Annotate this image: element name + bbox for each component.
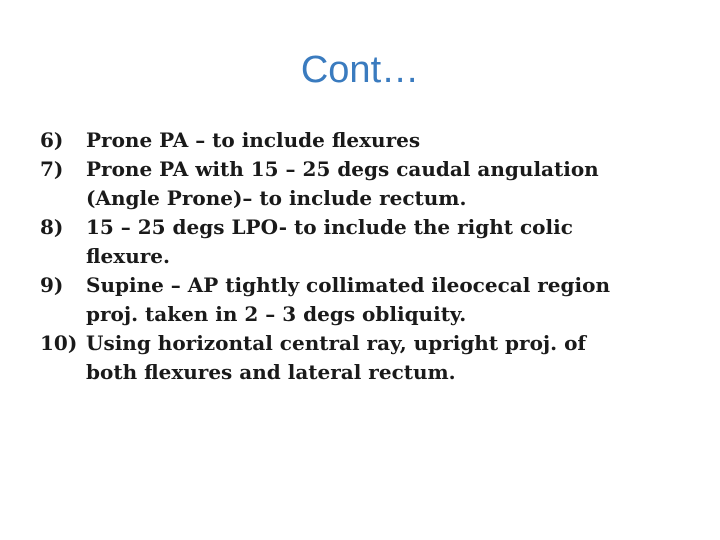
list-item-text (86, 126, 700, 155)
list-item-number: 6) (40, 128, 64, 152)
list-item-text (86, 155, 700, 213)
list-item-line: both flexures and lateral rectum. (86, 360, 456, 384)
list-item-line: Prone PA – to include flexures (86, 128, 421, 152)
list-item-line: Prone PA with 15 – 25 degs caudal angulation (86, 157, 599, 181)
slide-title: Cont… (300, 49, 420, 91)
list-item-number: 8) (40, 215, 64, 239)
list-item (40, 329, 700, 387)
list-item-text (86, 329, 700, 387)
list-item-line: flexure. (86, 244, 170, 268)
list-item-line: Supine – AP tightly collimated ileocecal region (86, 273, 610, 297)
list-item-text (86, 213, 700, 271)
list-item-line: (Angle Prone)– to include rectum. (86, 186, 467, 210)
list-item-text (86, 271, 700, 329)
list-item-line: 15 – 25 degs LPO- to include the right colic (86, 215, 573, 239)
list-item-number: 10) (40, 331, 78, 355)
numbered-list (40, 126, 700, 387)
list-item (40, 155, 700, 213)
list-item (40, 213, 700, 271)
list-item-line: proj. taken in 2 – 3 degs obliquity. (86, 302, 467, 326)
list-item (40, 271, 700, 329)
list-item (40, 126, 700, 155)
list-item-number: 7) (40, 157, 64, 181)
list-item-number: 9) (40, 273, 64, 297)
list-item-line: Using horizontal central ray, upright proj. of (86, 331, 587, 355)
